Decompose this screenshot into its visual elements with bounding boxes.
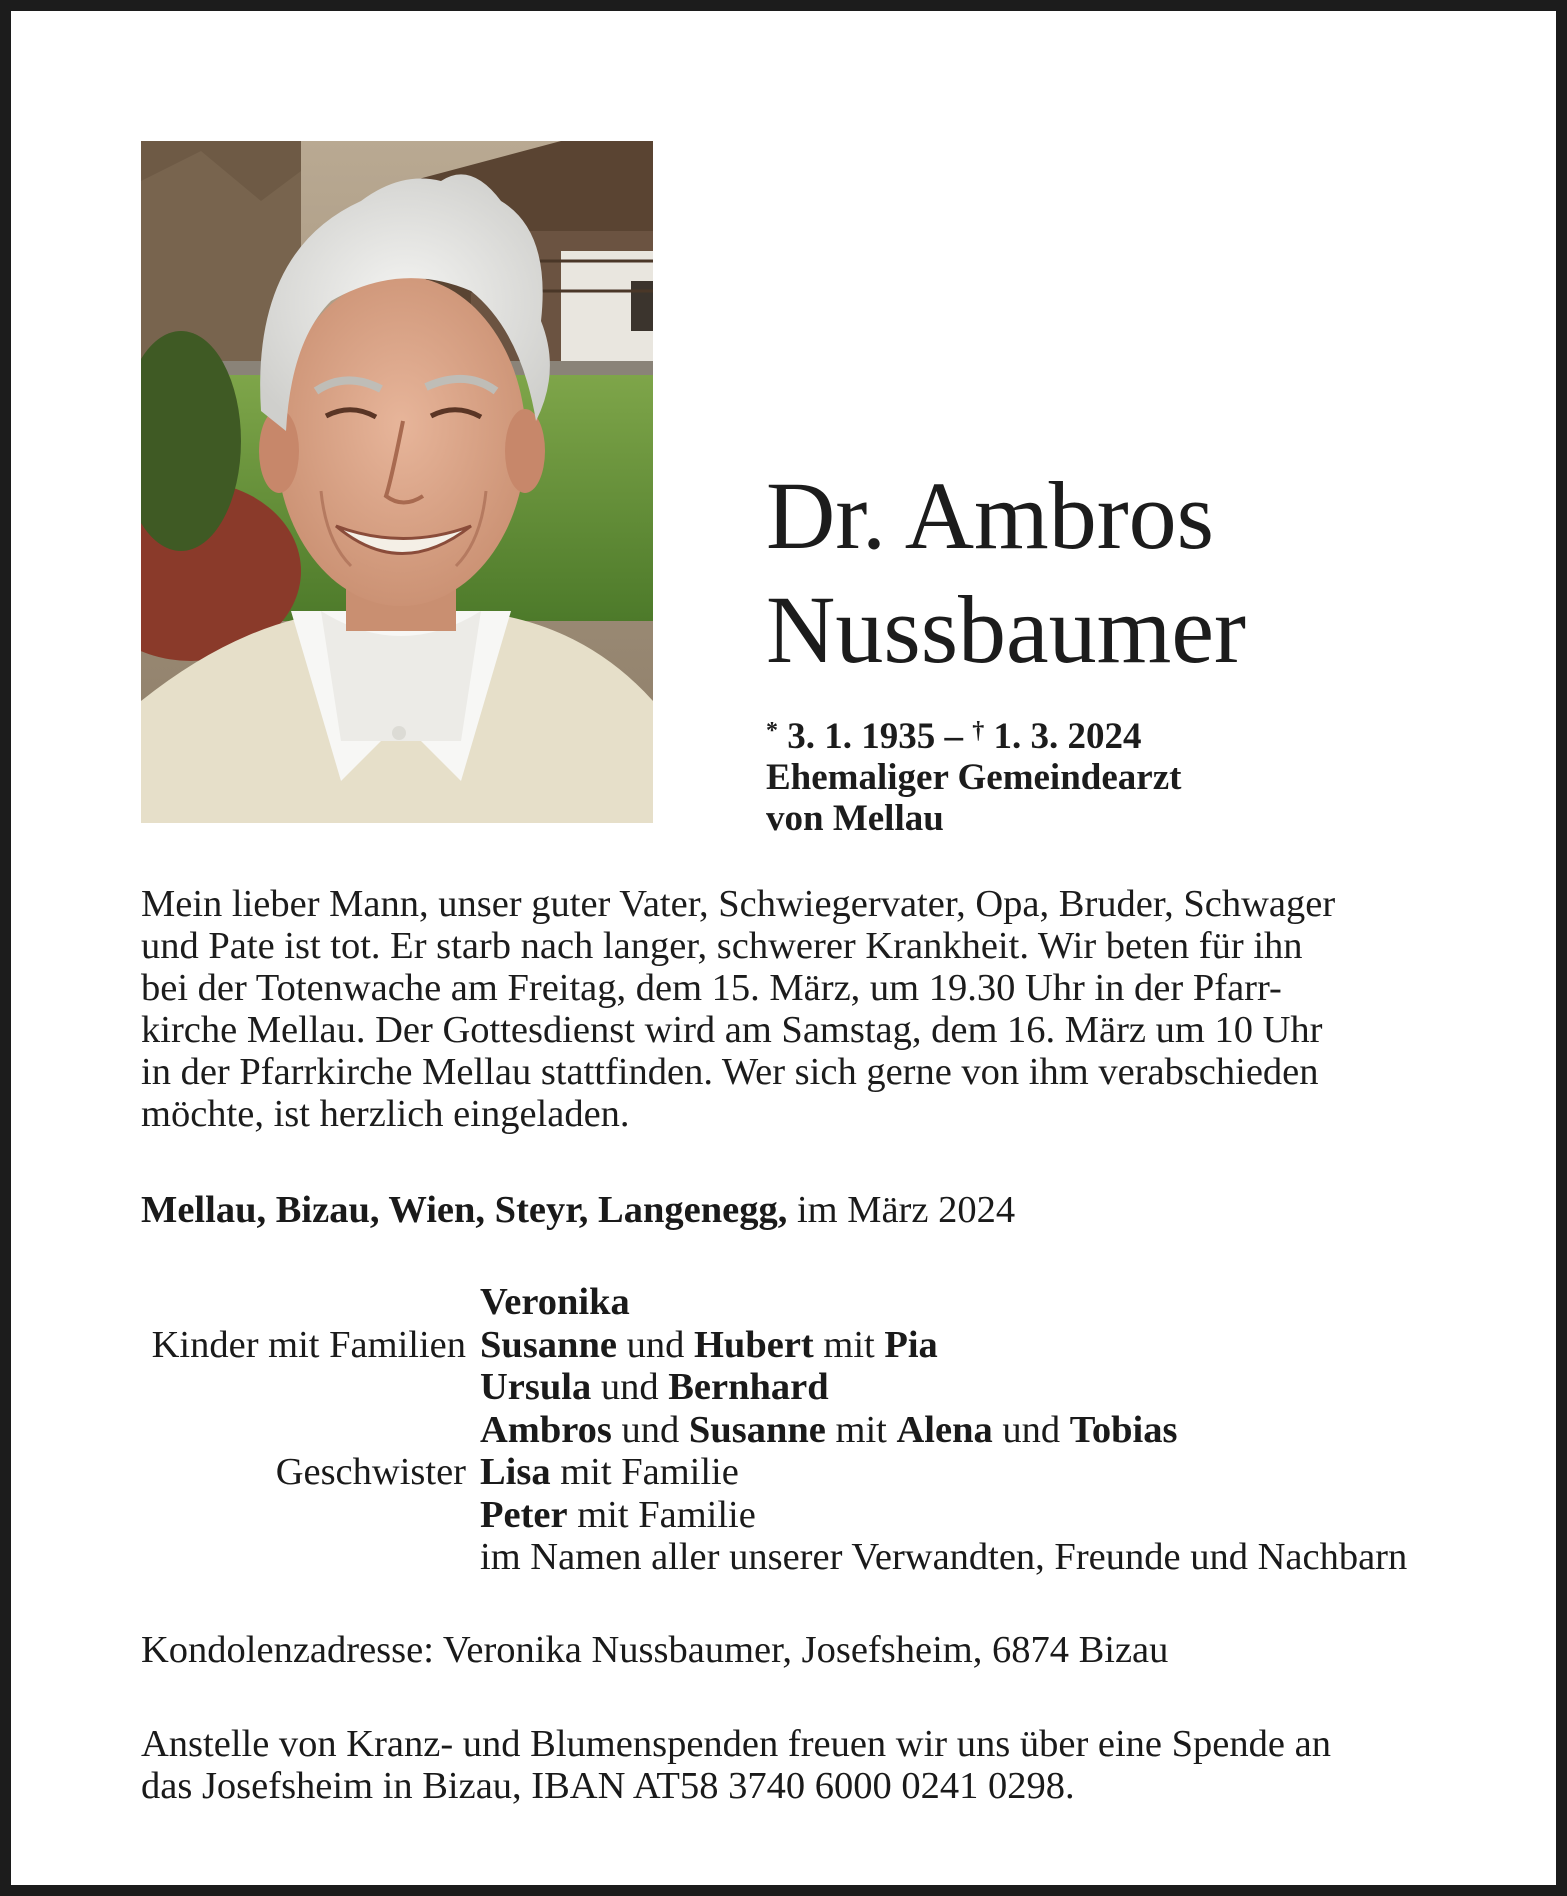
announcement-line: kirche Mellau. Der Gottesdienst wird am Samstag, dem 16. März um 10 Uhr xyxy=(141,1009,1323,1051)
announcement-text xyxy=(141,883,1461,1135)
birth-symbol: * xyxy=(766,718,778,744)
mourner-name: Pia xyxy=(884,1323,938,1366)
date-separator: – xyxy=(935,716,973,757)
mourner-row xyxy=(11,1451,1567,1494)
mourner-name: Susanne xyxy=(688,1408,826,1451)
deceased-details xyxy=(766,711,1181,839)
announcement-line: Mein lieber Mann, unser guter Vater, Schwiegervater, Opa, Bruder, Schwager xyxy=(141,883,1336,925)
children-label: Kinder mit Familien xyxy=(151,1323,466,1366)
connector-text: mit Familie xyxy=(550,1451,739,1493)
death-date: 1. 3. 2024 xyxy=(993,716,1142,757)
announcement-line: bei der Totenwache am Freitag, dem 15. März, um 19.30 Uhr in der Pfarr- xyxy=(141,967,1282,1009)
mourner-name: Alena xyxy=(896,1408,993,1451)
siblings-label: Geschwister xyxy=(275,1451,466,1493)
mourner-row xyxy=(11,1409,1567,1452)
name-line-2: Nussbaumer xyxy=(766,576,1246,683)
announcement-date: im März 2024 xyxy=(787,1189,1016,1231)
mourner-name: Ambros xyxy=(480,1408,612,1451)
mourner-row xyxy=(11,1324,1567,1367)
donation-line: das Josefsheim in Bizau, IBAN AT58 3740 6000 0241 0298. xyxy=(141,1765,1075,1807)
death-symbol: † xyxy=(972,718,985,744)
announcement-line: in der Pfarrkirche Mellau stattfinden. Wer sich gerne von ihm verabschieden xyxy=(141,1051,1319,1093)
portrait-photo-icon xyxy=(141,141,653,823)
connector-text: und xyxy=(616,1323,694,1366)
connector-text: und xyxy=(992,1408,1070,1451)
connector-text: mit xyxy=(813,1323,885,1366)
places-and-date xyxy=(141,1189,1015,1231)
mourner-name: Hubert xyxy=(693,1323,814,1366)
mourner-name: Lisa xyxy=(480,1451,551,1493)
mourners-list xyxy=(11,1281,1567,1579)
portrait-photo xyxy=(141,141,653,823)
connector-text: und xyxy=(591,1366,669,1408)
mourner-row xyxy=(11,1366,1567,1409)
connector-text: und xyxy=(611,1408,689,1451)
condolence-address: Kondolenzadresse: Veronika Nussbaumer, Josefsheim, 6874 Bizau xyxy=(141,1629,1169,1671)
mourner-name: Bernhard xyxy=(668,1366,829,1408)
mourner-row xyxy=(11,1281,1567,1324)
mourner-name: Ursula xyxy=(480,1366,592,1408)
donation-line: Anstelle von Kranz- und Blumenspenden freuen wir uns über eine Spende an xyxy=(141,1723,1331,1765)
mourner-name: Veronika xyxy=(480,1281,630,1323)
announcement-line: möchte, ist herzlich eingeladen. xyxy=(141,1093,630,1135)
announcement-line: und Pate ist tot. Er starb nach langer, schwerer Krankheit. Wir beten für ihn xyxy=(141,925,1303,967)
mourner-name: Susanne xyxy=(480,1323,617,1366)
connector-text: mit Familie xyxy=(567,1493,756,1536)
mourner-row xyxy=(11,1536,1567,1579)
mourner-name: Tobias xyxy=(1069,1408,1178,1451)
role-line-1: Ehemaliger Gemeindearzt xyxy=(766,757,1182,798)
birth-date: 3. 1. 1935 xyxy=(787,716,936,757)
role-line-2: von Mellau xyxy=(766,798,944,839)
places-list: Mellau, Bizau, Wien, Steyr, Langenegg, xyxy=(141,1189,788,1231)
donation-note xyxy=(141,1723,1331,1807)
mourner-name: Peter xyxy=(480,1493,568,1536)
deceased-name xyxy=(766,459,1246,687)
mourner-row xyxy=(11,1494,1567,1537)
life-dates xyxy=(766,711,1181,757)
name-line-1: Dr. Ambros xyxy=(766,462,1215,569)
closing-line: im Namen aller unserer Verwandten, Freunde und Nachbarn xyxy=(480,1536,1408,1578)
connector-text: mit xyxy=(825,1408,897,1451)
